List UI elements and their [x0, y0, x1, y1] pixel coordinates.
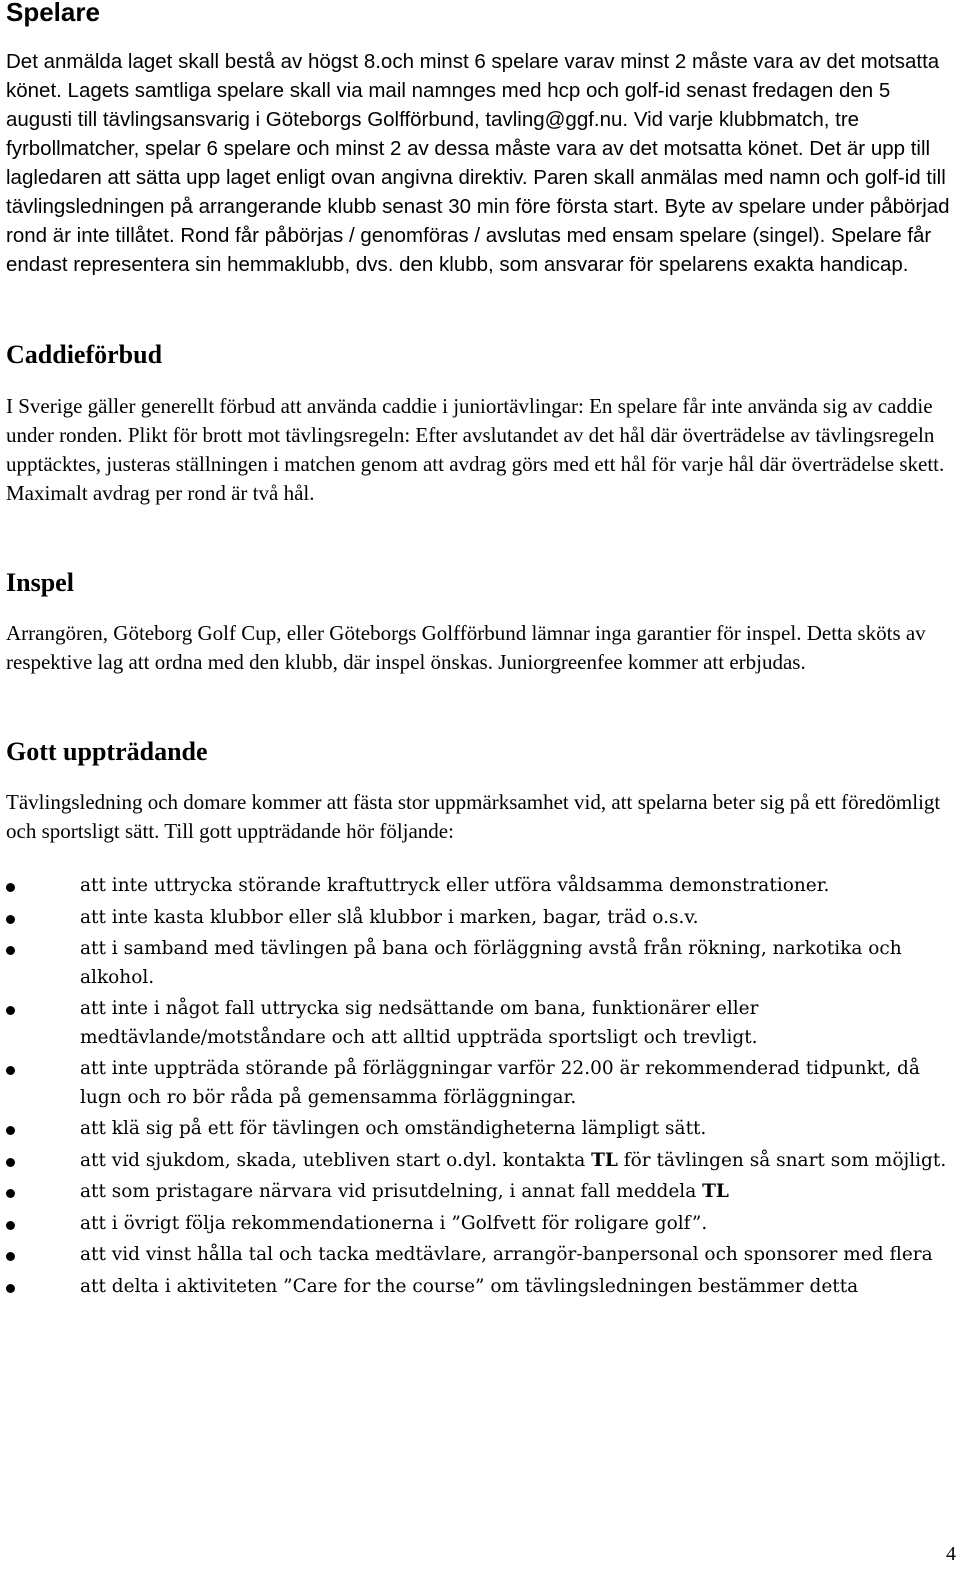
bullet-icon [6, 1189, 15, 1198]
bullet-icon [6, 883, 15, 892]
list-item: att som pristagare närvara vid prisutdelning, i annat fall meddela TL [6, 1178, 956, 1207]
bullet-icon [6, 1158, 15, 1167]
bullet-icon [6, 1066, 15, 1075]
heading-caddieforbud: Caddieförbud [6, 340, 163, 369]
list-item: att delta i aktiviteten ”Care for the course” om tävlingsledningen bestämmer detta [6, 1273, 956, 1302]
list-item: att inte uppträda störande på förläggningar varför 22.00 är rekommenderad tidpunkt, då lugn och ro bör råda på gemensamma förläggningar. [6, 1055, 956, 1112]
list-item: att klä sig på ett för tävlingen och omständigheterna lämpligt sätt. [6, 1115, 956, 1144]
page-number: 4 [946, 1543, 956, 1565]
list-item: att inte uttrycka störande kraftuttryck eller utföra våldsamma demonstrationer. [6, 872, 956, 901]
list-item: att i övrigt följa rekommendationerna i ”Golfvett för roligare golf”. [6, 1210, 956, 1239]
list-item: att vid vinst hålla tal och tacka medtävlare, arrangör-banpersonal och sponsorer med flera [6, 1241, 956, 1270]
bullet-icon [6, 1006, 15, 1015]
tl-abbreviation: TL [591, 1149, 618, 1171]
conduct-rules-list [6, 872, 956, 1304]
list-item: att i samband med tävlingen på bana och förläggning avstå från rökning, narkotika och alkohol. [6, 935, 956, 992]
tl-abbreviation: TL [702, 1181, 729, 1202]
bullet-icon [6, 1221, 15, 1230]
paragraph-caddieforbud: I Sverige gäller generellt förbud att använda caddie i juniortävlingar: En spelare får inte använda sig av caddie under ronden. Plikt för brott mot tävlingsregeln: Efter avslutandet av det hål där överträdelse av tävlingsregeln upptäcktes, justeras ställningen i matchen genom att avdrag görs med ett hål för varje hål där överträdelse skett. Maximalt avdrag per rond är två hål. [6, 394, 945, 505]
list-item: att inte i något fall uttrycka sig nedsättande om bana, funktionärer eller medtävlande/motståndare och att alltid uppträda sportsligt och trevligt. [6, 995, 956, 1052]
bullet-icon [6, 1252, 15, 1261]
paragraph-spelare: Det anmälda laget skall bestå av högst 8.och minst 6 spelare varav minst 2 måste vara av det motsatta könet. Lagets samtliga spelare skall via mail namnges med hcp och golf-id senast fredagen den 5 augusti till tävlingsansvarig i Göteborgs Golfförbund, tavling@ggf.nu. Vid varje klubbmatch, tre fyrbollmatcher, spelar 6 spelare och minst 2 av dessa måste vara av det motsatta könet. Det är upp till lagledaren att sätta upp laget enligt ovan angivna direktiv. Paren skall anmälas med namn och golf-id till tävlingsledningen på arrangerande klubb senast 30 min före första start. Byte av spelare under påbörjad rond är inte tillåtet. Rond får påbörjas / genomföras / avslutas med ensam spelare (singel). Spelare får endast representera sin hemmaklubb, dvs. den klubb, som ansvarar för spelarens exakta handicap. [6, 50, 950, 276]
heading-spelare: Spelare [6, 0, 100, 27]
heading-gott-upptradande: Gott uppträdande [6, 737, 208, 766]
bullet-icon [6, 946, 15, 955]
list-item: att vid sjukdom, skada, utebliven start o.dyl. kontakta TL för tävlingen så snart som möjligt. [6, 1147, 956, 1176]
paragraph-inspel: Arrangören, Göteborg Golf Cup, eller Göteborgs Golfförbund lämnar inga garantier för inspel. Detta sköts av respektive lag att ordna med den klubb, där inspel önskas. Juniorgreenfee kommer att erbjudas. [6, 621, 926, 674]
bullet-icon [6, 915, 15, 924]
heading-inspel: Inspel [6, 568, 74, 597]
bullet-icon [6, 1126, 15, 1135]
bullet-icon [6, 1284, 15, 1293]
paragraph-gott-upptradande: Tävlingsledning och domare kommer att fästa stor uppmärksamhet vid, att spelarna beter sig på ett föredömligt och sportsligt sätt. Till gott uppträdande hör följande: [6, 790, 941, 843]
list-item: att inte kasta klubbor eller slå klubbor i marken, bagar, träd o.s.v. [6, 904, 956, 933]
